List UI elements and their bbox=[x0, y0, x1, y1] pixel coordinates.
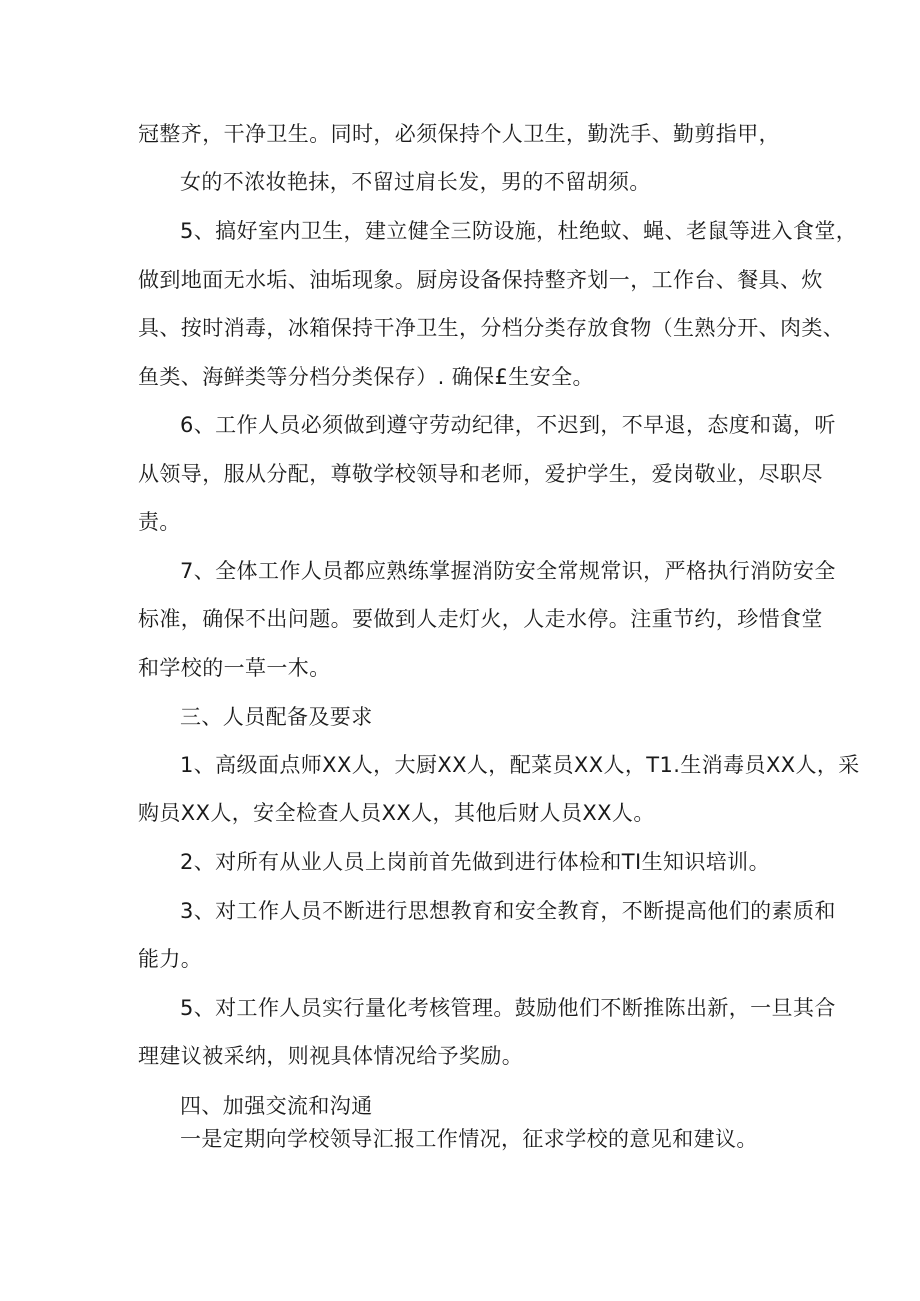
text-line: 理建议被采纳，则视具体情况给予奖励。 bbox=[138, 1044, 524, 1068]
text-line: 3、对工作人员不断进行思想教育和安全教育，不断提高他们的素质和 bbox=[180, 899, 836, 923]
text-line: 6、工作人员必须做到遵守劳动纪律，不迟到，不早退，态度和蔼，听 bbox=[180, 413, 836, 437]
text-line: 冠整齐，干净卫生。同时，必须保持个人卫生，勤洗手、勤剪指甲， bbox=[138, 122, 780, 146]
text-line: 女的不浓妆艳抹，不留过肩长发，男的不留胡须。 bbox=[180, 170, 651, 194]
text-line: 标准，确保不出问题。要做到人走灯火，人走水停。注重节约，珍惜食堂 bbox=[138, 607, 823, 631]
text-line: 1、高级面点师XX人，大厨XX人，配菜员XX人，T1.生消毒员XX人，采 bbox=[180, 753, 860, 777]
text-line: 做到地面无水垢、油垢现象。厨房设备保持整齐划一，工作台、餐具、炊 bbox=[138, 268, 823, 292]
text-line: 鱼类、海鲜类等分档分类保存）. 确保£生安全。 bbox=[138, 365, 594, 389]
text-line: 7、全体工作人员都应熟练掌握消防安全常规常识，严格执行消防安全 bbox=[180, 559, 836, 583]
text-line: 和学校的一草一木。 bbox=[138, 656, 331, 680]
section-heading: 四、加强交流和沟通 bbox=[180, 1094, 373, 1118]
text-line: 购员XX人，安全检查人员XX人，其他后财人员XX人。 bbox=[138, 801, 655, 825]
text-line: 能力。 bbox=[138, 947, 203, 971]
text-line: 5、搞好室内卫生，建立健全三防设施，杜绝蚊、蝇、老鼠等进入食堂， bbox=[180, 219, 858, 243]
text-line: 一是定期向学校领导汇报工作情况，征求学校的意见和建议。 bbox=[180, 1127, 758, 1151]
text-line: 责。 bbox=[138, 510, 181, 534]
text-line: 5、对工作人员实行量化考核管理。鼓励他们不断推陈出新，一旦其合 bbox=[180, 996, 836, 1020]
text-line: 2、对所有从业人员上岗前首先做到进行体检和TI生知识培训。 bbox=[180, 850, 770, 874]
text-line: 从领导，服从分配，尊敬学校领导和老师，爱护学生，爱岗敬业，尽职尽 bbox=[138, 462, 823, 486]
text-line: 具、按时消毒，冰箱保持干净卫生，分档分类存放食物（生熟分开、肉类、 bbox=[138, 316, 845, 340]
section-heading: 三、人员配备及要求 bbox=[180, 705, 373, 729]
